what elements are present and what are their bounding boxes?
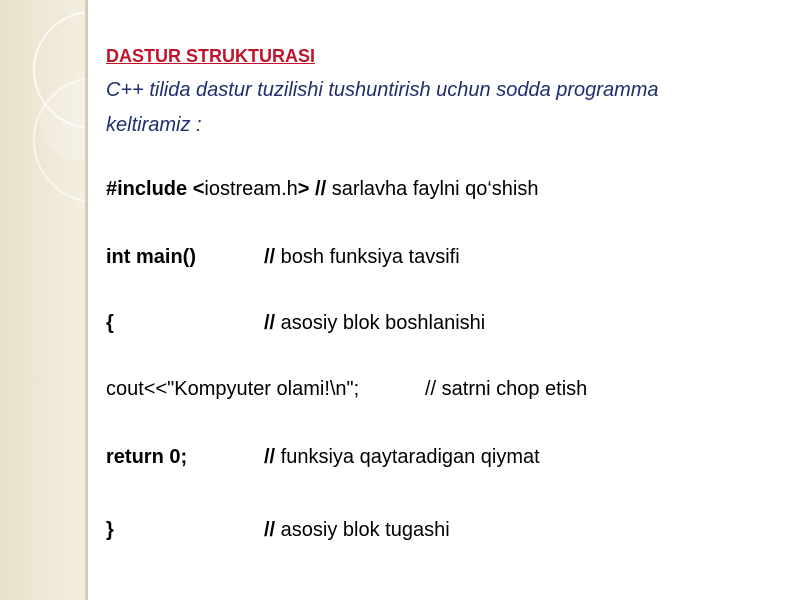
code-text: return 0; [106,446,188,468]
slide-title: DASTUR STRUKTURASI [106,46,315,66]
comment-text: asosiy blok boshlanishi [275,312,486,334]
swirl-decoration [0,0,88,600]
comment [264,312,485,335]
code-line-cout [106,378,588,401]
comment-text: bosh funksiya tavsifi [275,246,460,268]
angle-close: > [297,178,310,200]
comment-text: funksiya qaytaradigan qiymat [275,446,540,468]
header-file: iostream.h [204,178,298,200]
comment [264,446,540,469]
code-line-return [106,446,540,469]
decorative-side-band [0,0,88,600]
code-line-include [106,178,538,201]
comment-slashes: // [264,312,276,334]
code-line-close-brace [106,519,450,542]
comment [264,519,450,542]
comment-slashes: // [315,178,327,200]
comment-text: // satrni chop etish [425,378,588,400]
code-text: { [106,312,114,334]
comment [264,246,460,269]
angle-open: < [192,178,205,200]
slide-content [106,0,786,600]
code-text: int main() [106,246,196,268]
code-line-open-brace [106,312,486,335]
include-keyword: #include [106,178,188,200]
slide-subtitle-line-1: C++ tilida dastur tuzilishi tushuntirish uchun sodda programma [106,79,659,101]
comment-text: sarlavha faylni qo‘shish [326,178,539,200]
code-line-main [106,246,460,269]
code-text: } [106,519,114,541]
comment-slashes: // [264,246,276,268]
comment-slashes: // [264,446,276,468]
comment-slashes: // [264,519,276,541]
code-text: cout<<"Kompyuter olami!\n"; [106,378,360,400]
comment-text: asosiy blok tugashi [275,519,450,541]
slide-subtitle-line-2: keltiramiz : [106,114,202,136]
